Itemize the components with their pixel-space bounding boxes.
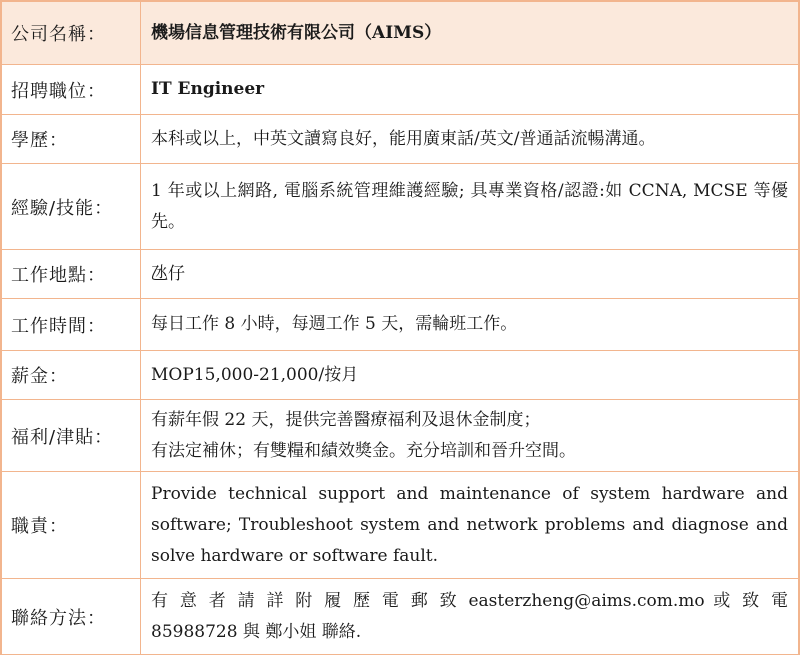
hours-label: 工作時間： [2, 299, 141, 351]
position-label: 招聘職位： [2, 65, 141, 115]
benefits-label: 福利/津貼： [2, 400, 141, 472]
row-location [2, 250, 799, 299]
salary-label: 薪金： [2, 351, 141, 400]
row-contact [2, 579, 799, 655]
row-company [2, 2, 799, 65]
location-label: 工作地點： [2, 250, 141, 299]
hours-value: 每日工作 8 小時，每週工作 5 天，需輪班工作。 [141, 299, 799, 351]
row-position [2, 65, 799, 115]
experience-label: 經驗/技能： [2, 164, 141, 250]
row-duties [2, 472, 799, 579]
duties-label: 職責： [2, 472, 141, 579]
experience-value: 1 年或以上網路, 電腦系統管理維護經驗; 具專業資格/認證:如 CCNA, MCSE 等優先。 [141, 164, 799, 250]
position-value: IT Engineer [141, 65, 799, 115]
contact-label: 聯絡方法： [2, 579, 141, 655]
company-name: 機場信息管理技術有限公司（AIMS） [141, 2, 799, 65]
duties-value: Provide technical support and maintenance of system hardware and software; Troubleshoot system and network problems and diagnose and solve hardware or software fault. [141, 472, 799, 579]
benefits-line: 有法定補休；有雙糧和績效獎金。充分培訓和晉升空間。 [151, 440, 576, 461]
contact-value [141, 579, 799, 655]
education-value: 本科或以上，中英文讀寫良好，能用廣東話/英文/普通話流暢溝通。 [141, 115, 799, 164]
education-label: 學歷： [2, 115, 141, 164]
salary-value: MOP15,000-21,000/按月 [141, 351, 799, 400]
row-hours [2, 299, 799, 351]
benefits-value [141, 400, 799, 472]
benefits-line: 有薪年假 22 天，提供完善醫療福利及退休金制度； [151, 409, 541, 430]
row-experience [2, 164, 799, 250]
location-value: 氹仔 [141, 250, 799, 299]
contact-line: 85988728 與 鄭小姐 聯絡. [151, 621, 362, 642]
company-label: 公司名稱： [2, 2, 141, 65]
row-salary [2, 351, 799, 400]
contact-line: 有 意 者 請 詳 附 履 歷 電 郵 致 easterzheng@aims.com.mo 或 致 電 [151, 590, 788, 611]
row-benefits [2, 400, 799, 472]
job-posting-table [1, 1, 799, 655]
row-education [2, 115, 799, 164]
